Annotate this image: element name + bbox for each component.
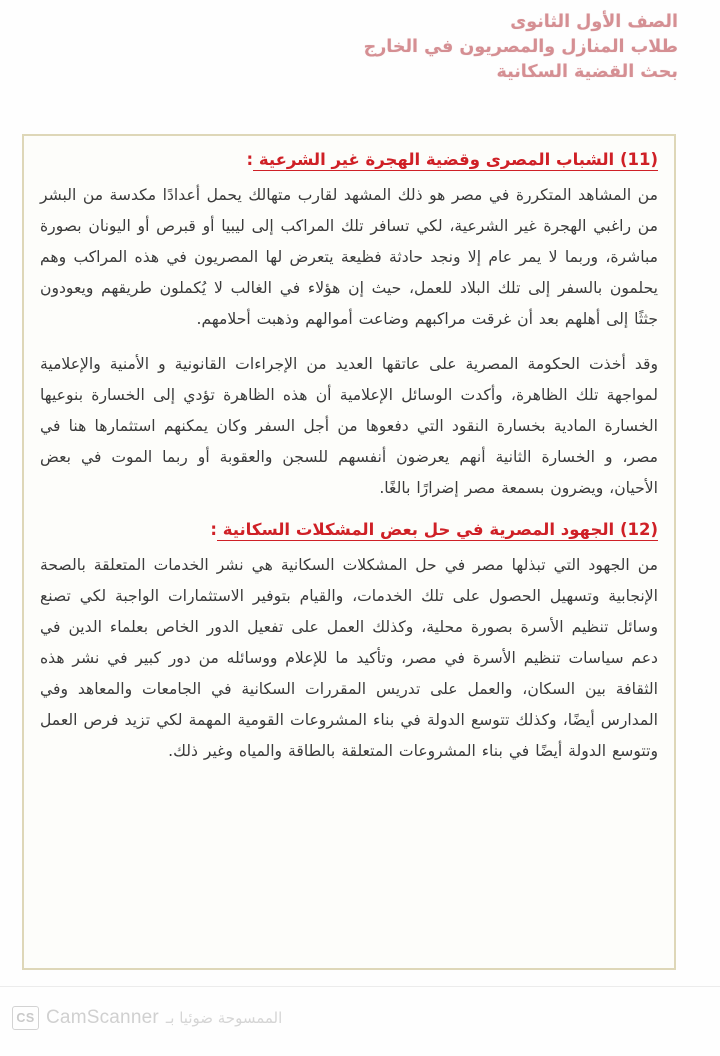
section-colon-11: : — [246, 150, 254, 169]
content-frame — [22, 134, 676, 970]
section-title-12: الجهود المصرية في حل بعض المشكلات السكانية — [222, 520, 615, 539]
section-heading-11 — [40, 148, 658, 172]
paragraph-12-1: من الجهود التي تبذلها مصر في حل المشكلات السكانية هي نشر الخدمات المتعلقة بالصحة الإنجابية وتسهيل الحصول على تلك الخدمات، والقيام بتوفير الاستثمارات الواجبة لكي تصنع وسائل تنظيم الأسرة بصورة محلية، وكذلك العمل على تفعيل الدور الخاص بعلماء الدين في دعم سياسات تنظيم الأسرة في مصر، وتأكيد ما للإعلام ووسائله من دور كبير في نشر هذه الثقافة بين السكان، والعمل على تدريس المقررات السكانية في الجامعات والمعاهد وفي المدارس أيضًا، وكذلك تتوسع الدولة في بناء المشروعات القومية المهمة لكي تزيد فرص العمل وتتوسع الدولة أيضًا في بناء المشروعات المتعلقة بالطاقة والمياه وغير ذلك. — [40, 556, 658, 760]
section-title-11: الشباب المصرى وقضية الهجرة غير الشرعية — [258, 150, 615, 169]
paragraph-11-1: من المشاهد المتكررة في مصر هو ذلك المشهد لقارب متهالك يحمل أعدادًا مكدسة من البشر من راغبي الهجرة غير الشرعية، لكي تسافر تلك المراكب إلى ليبيا أو قبرص أو اليونان بصورة مباشرة، وربما لا يمر عام إلا ونجد حادثة فظيعة يتعرض لها المصريون في هذه المراكب وهم يحلمون بالسفر إلى تلك البلاد للعمل، حيث إن هؤلاء في الغالب لا يُكملون طريقهم ويعودون جثثًا إلى أهلهم بعد أن غرقت مراكبهم وضاعت أموالهم وذهبت أحلامهم. — [40, 186, 658, 328]
header-line-research-topic: بحث القضية السكانية — [496, 62, 678, 82]
camscanner-arabic-label: الممسوحة ضوئيا بـ — [165, 1009, 283, 1027]
document-header — [258, 10, 678, 85]
paragraph-11-2: وقد أخذت الحكومة المصرية على عاتقها العديد من الإجراءات القانونية و الأمنية والإعلامية لمواجهة تلك الظاهرة، وأكدت الوسائل الإعلامية أن هذه الظاهرة تؤدي إلى الخسارة بنوعيها الخسارة المادية بخسارة النقود التي دفعوها من أجل السفر وكان يمكنهم استثمارها هنا في مصر، و الخسارة الثانية أنهم يعرضون أنفسهم للسجن والعقوبة أو ربما الموت في بعض الأحيان، ويضرون بسمعة مصر إضرارًا بالغًا. — [40, 355, 658, 497]
camscanner-logo-icon: CS — [12, 1006, 39, 1030]
section-number-12: (12) — [619, 520, 658, 539]
camscanner-brand-label: CamScanner — [46, 1007, 159, 1028]
footer-divider — [0, 986, 720, 987]
section-number-11: (11) — [619, 150, 658, 169]
header-line-grade: الصف الأول الثانوى — [510, 12, 678, 32]
header-line-students: طلاب المنازل والمصريون في الخارج — [363, 37, 678, 57]
section-heading-12 — [40, 518, 658, 542]
section-colon-12: : — [210, 520, 217, 539]
camscanner-watermark — [12, 1006, 282, 1030]
